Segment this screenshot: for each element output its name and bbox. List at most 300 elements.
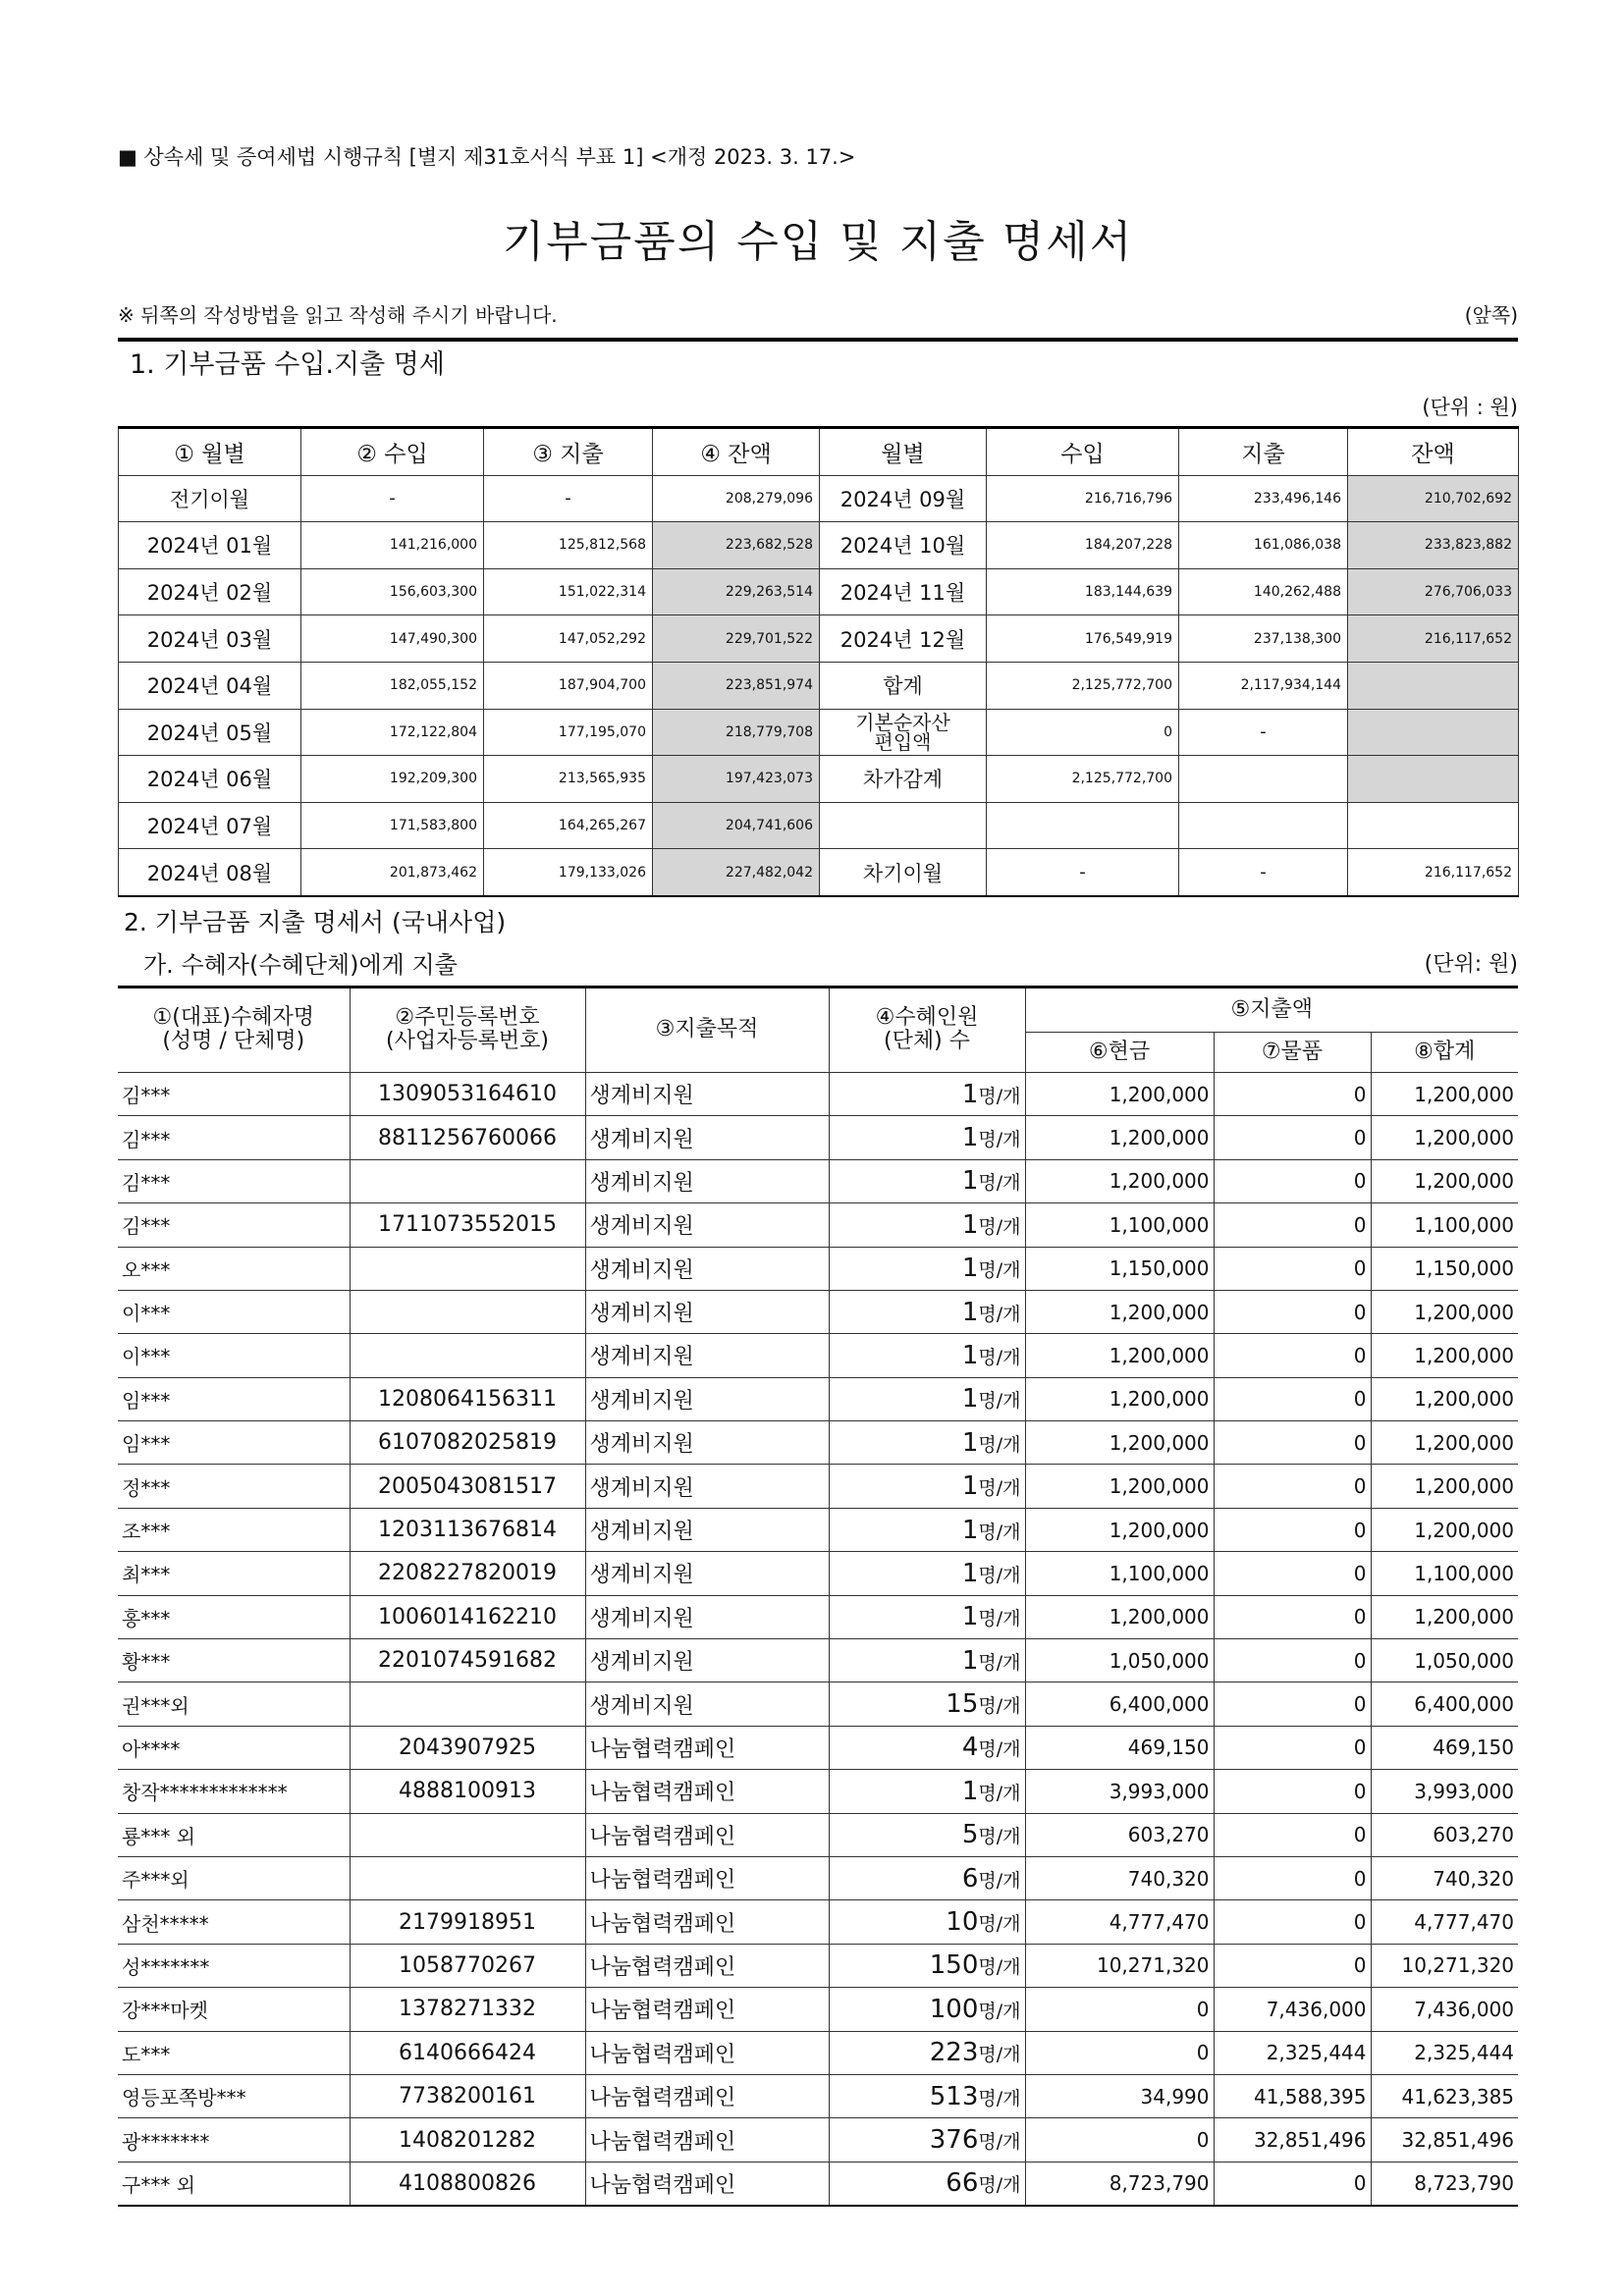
count-value: 1: [961, 1471, 979, 1502]
income-cell: 184,207,228: [987, 522, 1179, 569]
total-cell: 1,200,000: [1371, 1116, 1518, 1159]
balance-cell: [1348, 802, 1519, 849]
purpose-cell: 생계비지원: [585, 1508, 829, 1551]
total-cell: 6,400,000: [1371, 1682, 1518, 1726]
recipient-count-cell: [829, 1508, 1025, 1551]
month-cell: 차가감계: [820, 756, 987, 803]
registration-number-cell: 7738200161: [350, 2074, 585, 2117]
goods-cell: 41,588,395: [1214, 2074, 1371, 2117]
table-row: [119, 662, 1519, 709]
registration-number-cell: [350, 1159, 585, 1202]
count-value: 1: [961, 1384, 979, 1415]
income-cell: 0: [987, 709, 1179, 756]
recipient-count-cell: [829, 1203, 1025, 1247]
col-header: ③ 지출: [484, 428, 653, 476]
count-value: 5: [961, 1820, 979, 1850]
cash-cell: 1,200,000: [1025, 1116, 1214, 1159]
income-cell: 183,144,639: [987, 568, 1179, 615]
count-value: 513: [929, 2081, 979, 2111]
recipient-name-cell: 구*** 외: [118, 2162, 350, 2206]
recipient-count-cell: [829, 1770, 1025, 1813]
table-row: [118, 1508, 1518, 1551]
goods-cell: 0: [1214, 1508, 1371, 1551]
month-cell: 2024년 10월: [820, 522, 987, 569]
recipient-name-cell: 김***: [118, 1072, 350, 1115]
registration-number-cell: 2179918951: [350, 1900, 585, 1944]
expense-cell: 125,812,568: [484, 522, 653, 569]
col-header: 수입: [987, 428, 1179, 476]
instruction-text: ※ 뒤쪽의 작성방법을 읽고 작성해 주시기 바랍니다.: [118, 303, 558, 327]
income-cell: 201,873,462: [301, 849, 484, 896]
count-unit: 명/개: [978, 2131, 1021, 2153]
registration-number-cell: 1203113676814: [350, 1508, 585, 1551]
goods-cell: 0: [1214, 1116, 1371, 1159]
total-cell: 1,200,000: [1371, 1290, 1518, 1333]
section2-heading: 2. 기부금품 지출 명세서 (국내사업): [124, 907, 507, 936]
purpose-cell: 나눔협력캠페인: [585, 1856, 829, 1899]
section2-unit: (단위: 원): [1424, 951, 1518, 977]
expenditure-table: [118, 986, 1518, 2207]
purpose-cell: 생계비지원: [585, 1639, 829, 1682]
table-row: [118, 2162, 1518, 2206]
count-value: 150: [929, 1950, 979, 1981]
count-value: 1: [961, 1209, 979, 1240]
balance-cell: 229,263,514: [653, 568, 820, 615]
income-cell: 216,716,796: [987, 475, 1179, 522]
expense-cell: [1179, 802, 1348, 849]
count-value: 1: [961, 1645, 979, 1676]
table-row: [118, 1465, 1518, 1508]
cash-cell: 603,270: [1025, 1813, 1214, 1856]
goods-cell: 0: [1214, 1465, 1371, 1508]
table-row: [119, 709, 1519, 756]
table-row: [119, 802, 1519, 849]
goods-cell: 0: [1214, 1900, 1371, 1944]
income-cell: 176,549,919: [987, 615, 1179, 663]
total-cell: 1,150,000: [1371, 1247, 1518, 1290]
cash-cell: 1,200,000: [1025, 1334, 1214, 1377]
goods-cell: 0: [1214, 1639, 1371, 1682]
count-unit: 명/개: [978, 1477, 1021, 1500]
month-cell: 2024년 03월: [119, 615, 301, 663]
income-cell: 2,125,772,700: [987, 756, 1179, 803]
balance-cell: 223,682,528: [653, 522, 820, 569]
col-header: ④ 잔액: [653, 428, 820, 476]
cash-cell: 1,100,000: [1025, 1552, 1214, 1595]
income-cell: 171,583,800: [301, 802, 484, 849]
table-row: [118, 2074, 1518, 2117]
registration-number-cell: 1378271332: [350, 1988, 585, 2031]
count-value: 376: [929, 2125, 979, 2155]
registration-number-cell: 1058770267: [350, 1944, 585, 1987]
recipient-name-cell: 창작*************: [118, 1770, 350, 1813]
month-cell: 2024년 11월: [820, 568, 987, 615]
cash-cell: 4,777,470: [1025, 1900, 1214, 1944]
total-cell: 603,270: [1371, 1813, 1518, 1856]
income-expense-table: [118, 426, 1519, 897]
registration-number-cell: 1711073552015: [350, 1203, 585, 1247]
month-cell: 2024년 07월: [119, 802, 301, 849]
purpose-cell: 생계비지원: [585, 1290, 829, 1333]
table-row: [118, 2031, 1518, 2074]
col-registration-number: [350, 987, 585, 1072]
purpose-cell: 생계비지원: [585, 1247, 829, 1290]
goods-cell: 0: [1214, 1856, 1371, 1899]
recipient-count-cell: [829, 1639, 1025, 1682]
recipient-count-cell: [829, 1247, 1025, 1290]
instruction-line: [118, 298, 1518, 332]
total-cell: 1,050,000: [1371, 1639, 1518, 1682]
recipient-name-cell: 권***외: [118, 1682, 350, 1726]
cash-cell: 1,200,000: [1025, 1421, 1214, 1465]
cash-cell: 1,200,000: [1025, 1595, 1214, 1638]
registration-number-cell: 8811256760066: [350, 1116, 585, 1159]
goods-cell: 0: [1214, 1072, 1371, 1115]
cash-cell: 0: [1025, 1988, 1214, 2031]
goods-cell: 0: [1214, 1203, 1371, 1247]
table-row: [118, 1552, 1518, 1595]
col-purpose: ③지출목적: [585, 987, 829, 1072]
recipient-name-cell: 김***: [118, 1116, 350, 1159]
count-value: 6: [961, 1863, 979, 1894]
balance-cell: [1348, 709, 1519, 756]
recipient-name-cell: 홍***: [118, 1595, 350, 1638]
table-row: [118, 1159, 1518, 1202]
count-unit: 명/개: [978, 1390, 1021, 1413]
month-cell: 2024년 05월: [119, 709, 301, 756]
page-side-label: (앞쪽): [1464, 303, 1518, 327]
balance-cell: 229,701,522: [653, 615, 820, 663]
section1-heading: 1. 기부금품 수입.지출 명세: [118, 338, 1518, 389]
col-header: ① 월별: [119, 428, 301, 476]
count-value: 10: [946, 1907, 979, 1938]
purpose-cell: 나눔협력캠페인: [585, 1770, 829, 1813]
registration-number-cell: 4888100913: [350, 1770, 585, 1813]
purpose-cell: 나눔협력캠페인: [585, 1944, 829, 1987]
recipient-name-cell: 주***외: [118, 1856, 350, 1899]
registration-number-cell: [350, 1290, 585, 1333]
purpose-cell: 나눔협력캠페인: [585, 2162, 829, 2206]
col-amount-group: ⑤지출액: [1025, 987, 1518, 1032]
expense-cell: [1179, 756, 1348, 803]
total-cell: 1,200,000: [1371, 1465, 1518, 1508]
goods-cell: 32,851,496: [1214, 2118, 1371, 2162]
cash-cell: 1,100,000: [1025, 1203, 1214, 1247]
recipient-name-cell: 이***: [118, 1290, 350, 1333]
recipient-count-cell: [829, 1726, 1025, 1769]
goods-cell: 0: [1214, 1334, 1371, 1377]
table-row: [118, 1072, 1518, 1115]
table-row: [118, 1770, 1518, 1813]
table-row: [118, 1247, 1518, 1290]
cash-cell: 1,200,000: [1025, 1465, 1214, 1508]
section2-subheading: 가. 수혜자(수혜단체)에게 지출: [143, 950, 458, 979]
cash-cell: 1,200,000: [1025, 1290, 1214, 1333]
purpose-cell: 나눔협력캠페인: [585, 2074, 829, 2117]
count-value: 1: [961, 1166, 979, 1197]
table-row: [118, 1856, 1518, 1899]
table-row: [118, 1421, 1518, 1465]
month-cell: 2024년 12월: [820, 615, 987, 663]
goods-cell: 0: [1214, 1421, 1371, 1465]
recipient-count-cell: [829, 1116, 1025, 1159]
expense-cell: -: [1179, 709, 1348, 756]
recipient-name-cell: 임***: [118, 1377, 350, 1420]
count-value: 100: [929, 1994, 979, 2024]
table-row: [118, 1290, 1518, 1333]
goods-cell: 0: [1214, 1377, 1371, 1420]
recipient-name-cell: 김***: [118, 1203, 350, 1247]
registration-number-cell: 1408201282: [350, 2118, 585, 2162]
header-line: (단체) 수: [884, 1029, 970, 1054]
col-recipient-count: [829, 987, 1025, 1072]
col-header: 잔액: [1348, 428, 1519, 476]
cash-cell: 3,993,000: [1025, 1770, 1214, 1813]
registration-number-cell: 4108800826: [350, 2162, 585, 2206]
goods-cell: 0: [1214, 1944, 1371, 1987]
cash-cell: 469,150: [1025, 1726, 1214, 1769]
table-row: [119, 756, 1519, 803]
col-header: 월별: [820, 428, 987, 476]
recipient-name-cell: 강***마켓: [118, 1988, 350, 2031]
header-line: (성명 / 단체명): [162, 1029, 305, 1054]
income-cell: 2,125,772,700: [987, 662, 1179, 709]
count-value: 4: [961, 1733, 979, 1763]
month-cell: 합계: [820, 662, 987, 709]
recipient-count-cell: [829, 1682, 1025, 1726]
cash-cell: 8,723,790: [1025, 2162, 1214, 2206]
income-cell: 182,055,152: [301, 662, 484, 709]
count-unit: 명/개: [978, 1129, 1021, 1151]
total-cell: 3,993,000: [1371, 1770, 1518, 1813]
count-value: 15: [946, 1689, 979, 1720]
month-cell: 2024년 02월: [119, 568, 301, 615]
table-row: [119, 568, 1519, 615]
section1-unit: (단위 : 원): [1422, 396, 1518, 419]
month-cell: 2024년 09월: [820, 475, 987, 522]
recipient-name-cell: 도***: [118, 2031, 350, 2074]
cash-cell: 1,200,000: [1025, 1508, 1214, 1551]
registration-number-cell: 6140666424: [350, 2031, 585, 2074]
total-cell: 8,723,790: [1371, 2162, 1518, 2206]
recipient-name-cell: 황***: [118, 1639, 350, 1682]
goods-cell: 0: [1214, 1247, 1371, 1290]
purpose-cell: 생계비지원: [585, 1116, 829, 1159]
count-unit: 명/개: [978, 1303, 1021, 1325]
total-cell: 4,777,470: [1371, 1900, 1518, 1944]
count-value: 1: [961, 1602, 979, 1632]
count-value: 1: [961, 1558, 979, 1588]
count-unit: 명/개: [978, 1913, 1021, 1936]
cash-cell: 1,200,000: [1025, 1072, 1214, 1115]
header-line: ④수혜인원: [875, 1005, 979, 1031]
total-cell: 1,200,000: [1371, 1508, 1518, 1551]
month-cell: [820, 802, 987, 849]
count-unit: 명/개: [978, 1521, 1021, 1543]
recipient-name-cell: 이***: [118, 1334, 350, 1377]
registration-number-cell: [350, 1247, 585, 1290]
recipient-count-cell: [829, 1900, 1025, 1944]
month-cell: 2024년 06월: [119, 756, 301, 803]
table-row: [118, 1726, 1518, 1769]
total-cell: 41,623,385: [1371, 2074, 1518, 2117]
recipient-count-cell: [829, 1421, 1025, 1465]
form-reference-note: ■ 상속세 및 증여세법 시행규칙 [별지 제31호서식 부표 1] <개정 2023. 3. 17.>: [118, 145, 856, 169]
recipient-name-cell: 정***: [118, 1465, 350, 1508]
table-row: [118, 1116, 1518, 1159]
count-unit: 명/개: [978, 1215, 1021, 1238]
form-page: [118, 137, 1518, 2207]
expense-cell: 161,086,038: [1179, 522, 1348, 569]
count-unit: 명/개: [978, 2000, 1021, 2022]
income-cell: -: [301, 475, 484, 522]
table-row: [118, 1944, 1518, 1987]
purpose-cell: 나눔협력캠페인: [585, 2031, 829, 2074]
purpose-cell: 생계비지원: [585, 1552, 829, 1595]
registration-number-cell: 2208227820019: [350, 1552, 585, 1595]
purpose-cell: 생계비지원: [585, 1377, 829, 1420]
registration-number-cell: 1309053164610: [350, 1072, 585, 1115]
count-value: 1: [961, 1776, 979, 1806]
header-line: 기본순자산: [855, 710, 950, 734]
col-header: 지출: [1179, 428, 1348, 476]
header-line: ①(대표)수혜자명: [152, 1005, 314, 1031]
count-unit: 명/개: [978, 1172, 1021, 1195]
total-cell: 1,200,000: [1371, 1159, 1518, 1202]
expense-cell: 140,262,488: [1179, 568, 1348, 615]
balance-cell: 223,851,974: [653, 662, 820, 709]
balance-cell: [1348, 756, 1519, 803]
table-row: [119, 849, 1519, 896]
count-unit: 명/개: [978, 1608, 1021, 1630]
balance-cell: 197,423,073: [653, 756, 820, 803]
income-cell: 156,603,300: [301, 568, 484, 615]
table-row: [118, 1682, 1518, 1726]
purpose-cell: 생계비지원: [585, 1465, 829, 1508]
expense-cell: 2,117,934,144: [1179, 662, 1348, 709]
total-cell: 740,320: [1371, 1856, 1518, 1899]
month-cell: 2024년 01월: [119, 522, 301, 569]
recipient-name-cell: 영등포쪽방***: [118, 2074, 350, 2117]
count-unit: 명/개: [978, 2174, 1021, 2197]
balance-cell: 218,779,708: [653, 709, 820, 756]
registration-number-cell: 1006014162210: [350, 1595, 585, 1638]
table-row: [118, 1595, 1518, 1638]
goods-cell: 0: [1214, 1726, 1371, 1769]
registration-number-cell: [350, 1813, 585, 1856]
count-value: 1: [961, 1123, 979, 1153]
balance-cell: 204,741,606: [653, 802, 820, 849]
count-unit: 명/개: [978, 1564, 1021, 1586]
count-unit: 명/개: [978, 1956, 1021, 1979]
recipient-name-cell: 성*******: [118, 1944, 350, 1987]
table-row: [118, 1813, 1518, 1856]
recipient-count-cell: [829, 1552, 1025, 1595]
registration-number-cell: 2201074591682: [350, 1639, 585, 1682]
cash-cell: 34,990: [1025, 2074, 1214, 2117]
count-unit: 명/개: [978, 1695, 1021, 1718]
recipient-count-cell: [829, 2031, 1025, 2074]
cash-cell: 10,271,320: [1025, 1944, 1214, 1987]
income-cell: 172,122,804: [301, 709, 484, 756]
count-unit: 명/개: [978, 1259, 1021, 1282]
recipient-name-cell: 룡*** 외: [118, 1813, 350, 1856]
cash-cell: 0: [1025, 2031, 1214, 2074]
recipient-count-cell: [829, 1856, 1025, 1899]
purpose-cell: 나눔협력캠페인: [585, 1988, 829, 2031]
recipient-count-cell: [829, 1944, 1025, 1987]
count-unit: 명/개: [978, 2044, 1021, 2066]
registration-number-cell: 2043907925: [350, 1726, 585, 1769]
recipient-count-cell: [829, 2118, 1025, 2162]
balance-cell: 210,702,692: [1348, 475, 1519, 522]
expense-cell: 187,904,700: [484, 662, 653, 709]
recipient-count-cell: [829, 1595, 1025, 1638]
cash-cell: 740,320: [1025, 1856, 1214, 1899]
table-row: [119, 522, 1519, 569]
table-row: [118, 2118, 1518, 2162]
expense-cell: -: [1179, 849, 1348, 896]
total-cell: 1,200,000: [1371, 1072, 1518, 1115]
count-unit: 명/개: [978, 2087, 1021, 2109]
purpose-cell: 생계비지원: [585, 1159, 829, 1202]
registration-number-cell: [350, 1334, 585, 1377]
count-unit: 명/개: [978, 1826, 1021, 1848]
registration-number-cell: [350, 1856, 585, 1899]
income-cell: 192,209,300: [301, 756, 484, 803]
section2-subheading-line: [118, 944, 1518, 986]
registration-number-cell: 2005043081517: [350, 1465, 585, 1508]
balance-cell: [1348, 662, 1519, 709]
income-cell: -: [987, 849, 1179, 896]
expense-cell: 213,565,935: [484, 756, 653, 803]
total-cell: 1,100,000: [1371, 1203, 1518, 1247]
page-title: 기부금품의 수입 및 지출 명세서: [502, 217, 1134, 267]
total-cell: 1,100,000: [1371, 1552, 1518, 1595]
count-unit: 명/개: [978, 1869, 1021, 1892]
table-row: [118, 1334, 1518, 1377]
recipient-name-cell: 광*******: [118, 2118, 350, 2162]
count-unit: 명/개: [978, 1651, 1021, 1674]
purpose-cell: 생계비지원: [585, 1421, 829, 1465]
recipient-count-cell: [829, 1072, 1025, 1115]
balance-cell: 216,117,652: [1348, 615, 1519, 663]
month-cell: 2024년 08월: [119, 849, 301, 896]
total-cell: 2,325,444: [1371, 2031, 1518, 2074]
income-cell: [987, 802, 1179, 849]
expense-cell: 237,138,300: [1179, 615, 1348, 663]
header-line: 편입액: [874, 729, 932, 754]
cash-cell: 1,200,000: [1025, 1377, 1214, 1420]
expense-cell: 233,496,146: [1179, 475, 1348, 522]
recipient-count-cell: [829, 1290, 1025, 1333]
count-unit: 명/개: [978, 1782, 1021, 1804]
total-cell: 32,851,496: [1371, 2118, 1518, 2162]
expense-cell: -: [484, 475, 653, 522]
count-unit: 명/개: [978, 1433, 1021, 1456]
table-row: [118, 1203, 1518, 1247]
count-value: 1: [961, 1079, 979, 1109]
goods-cell: 0: [1214, 1552, 1371, 1595]
expense-cell: 177,195,070: [484, 709, 653, 756]
recipient-name-cell: 삼천*****: [118, 1900, 350, 1944]
table-row: [119, 475, 1519, 522]
recipient-count-cell: [829, 2074, 1025, 2117]
total-cell: 10,271,320: [1371, 1944, 1518, 1987]
total-cell: 1,200,000: [1371, 1377, 1518, 1420]
income-cell: 141,216,000: [301, 522, 484, 569]
total-cell: 1,200,000: [1371, 1421, 1518, 1465]
